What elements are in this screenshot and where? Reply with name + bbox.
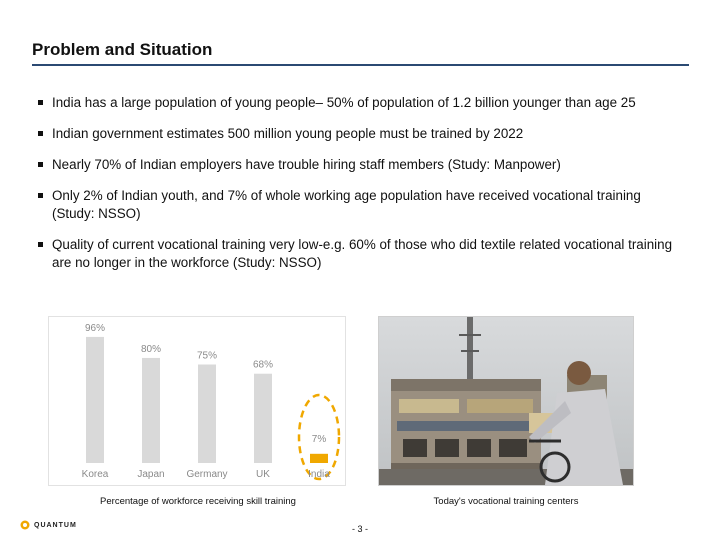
category-label-india: India bbox=[308, 469, 330, 480]
slide-title: Problem and Situation bbox=[32, 40, 213, 59]
bullet-text: Nearly 70% of Indian employers have trouble hiring staff members (Study: Manpower) bbox=[52, 157, 561, 172]
skill-training-chart bbox=[48, 316, 346, 486]
bullet-square-icon bbox=[38, 131, 43, 136]
bar-japan bbox=[142, 358, 160, 463]
bullet-text: India has a large population of young people– 50% of population of 1.2 billion younger than age 25 bbox=[52, 95, 636, 110]
category-label-uk: UK bbox=[256, 469, 270, 480]
bullet-item bbox=[36, 187, 686, 223]
bar-germany bbox=[198, 365, 216, 463]
title-divider bbox=[32, 64, 689, 66]
data-label-korea: 96% bbox=[84, 322, 106, 334]
bullet-square-icon bbox=[38, 100, 43, 105]
bullet-text: Indian government estimates 500 million young people must be trained by 2022 bbox=[52, 126, 524, 141]
bullet-square-icon bbox=[38, 162, 43, 167]
training-center-photo bbox=[378, 316, 634, 486]
bullet-square-icon bbox=[38, 242, 43, 247]
category-label-germany: Germany bbox=[186, 469, 228, 480]
bullet-item bbox=[36, 125, 686, 143]
bullet-text: Only 2% of Indian youth, and 7% of whole working age population have received vocational training (Study: NSSO) bbox=[52, 188, 641, 221]
chart-caption: Percentage of workforce receiving skill training bbox=[100, 496, 296, 507]
company-logo bbox=[20, 518, 77, 532]
bullet-item bbox=[36, 156, 686, 174]
data-label-india: 7% bbox=[311, 433, 327, 445]
page-number: - 3 - bbox=[351, 524, 368, 534]
bullet-text: Quality of current vocational training very low-e.g. 60% of those who did textile related vocational training are no longer in the workforce (Study: NSSO) bbox=[52, 237, 673, 270]
bar-korea bbox=[86, 337, 104, 463]
category-label-korea: Korea bbox=[81, 469, 109, 480]
bullet-list bbox=[36, 94, 686, 285]
data-label-japan: 80% bbox=[140, 343, 162, 355]
bar-india bbox=[310, 454, 328, 463]
street-scene-image bbox=[379, 317, 633, 485]
data-label-germany: 75% bbox=[196, 350, 218, 362]
logo-text: QUANTUM bbox=[34, 521, 77, 529]
bar-uk bbox=[254, 374, 272, 463]
category-label-japan: Japan bbox=[137, 469, 165, 480]
data-label-uk: 68% bbox=[252, 359, 274, 371]
bullet-item bbox=[36, 94, 686, 112]
photo-caption: Today's vocational training centers bbox=[433, 496, 579, 507]
bullet-square-icon bbox=[38, 193, 43, 198]
bullet-item bbox=[36, 236, 686, 272]
bar-chart-svg bbox=[49, 317, 345, 485]
logo-mark-icon bbox=[20, 520, 30, 530]
